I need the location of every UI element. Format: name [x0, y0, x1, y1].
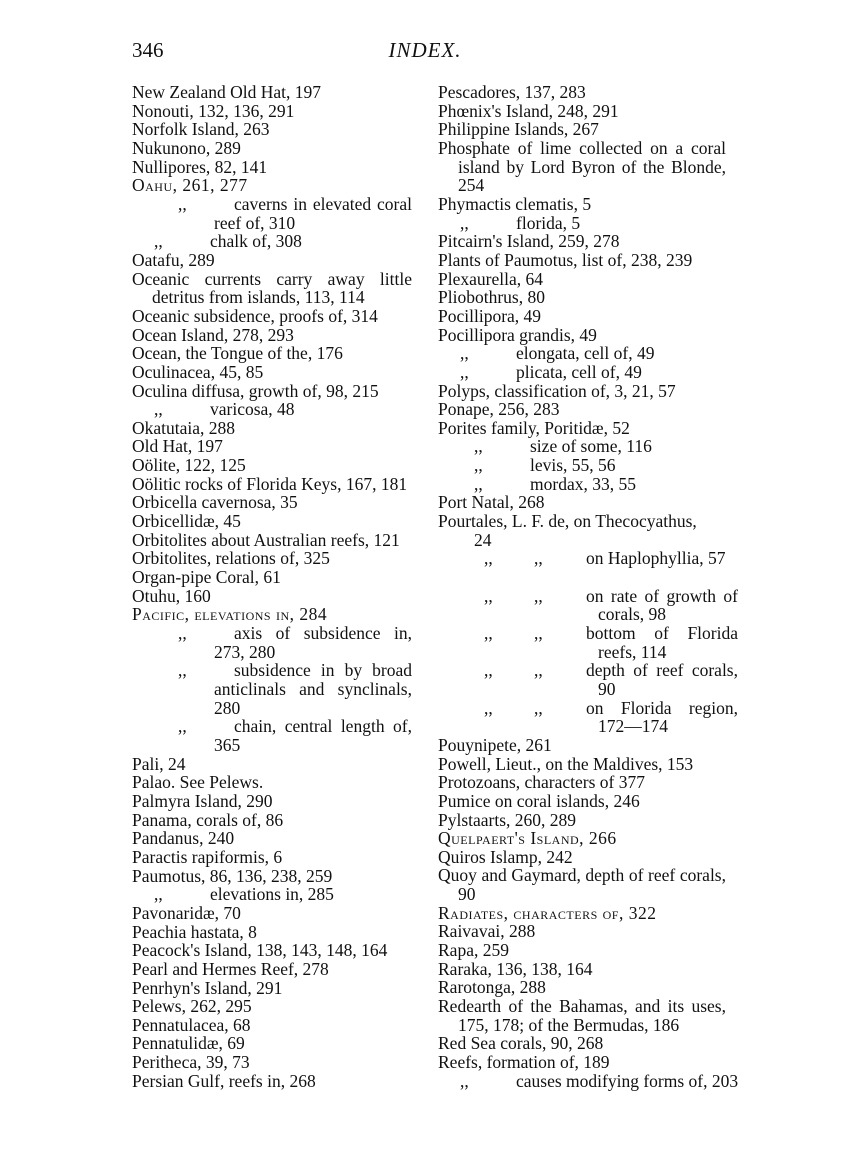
entry-text: Pourtales, L. F. de, on Thecocyathus,: [438, 511, 697, 532]
entry-text: Pelews, 262, 295: [132, 996, 252, 1017]
entry-text: chalk of, 308: [210, 231, 302, 252]
entry-text: Oölite, 122, 125: [132, 455, 246, 476]
ditto-mark: ,,: [534, 660, 543, 681]
entry-text: on rate of growth of corals, 98: [586, 585, 738, 625]
index-entry: [132, 811, 412, 830]
index-entry: [132, 885, 412, 904]
index-entry: [438, 400, 726, 419]
index-entry: [132, 102, 412, 121]
index-entry: [132, 437, 412, 456]
entry-text: Pavonaridæ, 70: [132, 902, 241, 923]
entry-text: Peritheca, 39, 73: [132, 1052, 250, 1073]
index-entry: [438, 232, 726, 251]
index-entry: [438, 1034, 726, 1053]
entry-text: Penrhyn's Island, 291: [132, 977, 283, 998]
entry-text: Orbicellidæ, 45: [132, 511, 241, 532]
entry-text: Peacock's Island, 138, 143, 148, 164: [132, 940, 388, 961]
entry-text: Orbitolites about Australian reefs, 121: [132, 529, 400, 550]
entry-text: Otuhu, 160: [132, 585, 211, 606]
index-entry: [132, 139, 412, 158]
entry-text: Pandanus, 240: [132, 828, 235, 849]
index-entry: [132, 773, 412, 792]
entry-text: Orbicella cavernosa, 35: [132, 492, 298, 513]
entry-text: Oculina diffusa, growth of, 98, 215: [132, 380, 379, 401]
entry-text: Panama, corals of, 86: [132, 809, 284, 830]
index-entry: [438, 904, 726, 923]
pourtales-subentry: [438, 585, 738, 625]
index-entry: [132, 400, 412, 419]
entry-text: Palmyra Island, 290: [132, 790, 273, 811]
index-entry: [132, 531, 412, 550]
entry-text: Oceanic subsidence, proofs of, 314: [132, 305, 378, 326]
entry-text: on Florida region, 172—174: [586, 697, 738, 737]
entry-text: varicosa, 48: [210, 399, 295, 420]
index-entry: [438, 382, 726, 401]
index-entry: [132, 661, 412, 717]
entry-text: Ocean, the Tongue of the, 176: [132, 343, 343, 364]
index-entry: [132, 1034, 412, 1053]
page-number: 346: [132, 38, 164, 62]
index-entry: [132, 419, 412, 438]
index-entry: [132, 456, 412, 475]
entry-text: subsidence in by broad anticlinals and synclinals, 280: [214, 660, 412, 718]
entry-text: axis of subsidence in, 273, 280: [214, 623, 412, 662]
index-entry: [132, 904, 412, 923]
entry-text: Paumotus, 86, 136, 238, 259: [132, 865, 333, 886]
entry-text: Pali, 24: [132, 753, 186, 774]
index-entry: [438, 1053, 726, 1072]
entry-text: Okatutaia, 288: [132, 417, 236, 438]
index-entry: [438, 288, 726, 307]
index-entry: [438, 978, 726, 997]
pourtales-subentry: [438, 549, 726, 586]
index-entry: [438, 437, 726, 456]
entry-text: New Zealand Old Hat, 197: [132, 82, 322, 102]
index-entry: [132, 326, 412, 345]
index-entry: [132, 1016, 412, 1035]
index-entry: [132, 979, 412, 998]
entry-text: mordax, 33, 55: [530, 473, 636, 494]
ditto-mark: ,,: [460, 1070, 469, 1091]
ditto-mark: ,,: [484, 548, 493, 569]
entry-text: Persian Gulf, reefs in, 268: [132, 1070, 316, 1091]
ditto-mark: ,,: [534, 548, 543, 569]
index-entry: [132, 997, 412, 1016]
entry-text: Quiros Islamp, 242: [438, 846, 573, 867]
entry-text: bottom of Florida reefs, 114: [586, 623, 738, 662]
index-entry: [438, 456, 726, 475]
entry-text: Pacific, elevations in, 284: [132, 604, 328, 625]
ditto-mark: ,,: [178, 660, 187, 681]
index-entry: [132, 158, 412, 177]
entry-text: Pliobothrus, 80: [438, 287, 545, 308]
entry-text: elongata, cell of, 49: [516, 343, 655, 364]
index-entry: [132, 717, 412, 754]
entry-text: Nonouti, 132, 136, 291: [132, 100, 295, 121]
pourtales-subentry: [438, 697, 738, 737]
index-column-right-top: [438, 83, 726, 549]
index-entry: [132, 829, 412, 848]
index-column-left: [132, 83, 412, 1090]
entry-text: Phœnix's Island, 248, 291: [438, 100, 619, 121]
entry-text: Oculinacea, 45, 85: [132, 361, 264, 382]
ditto-mark: ,,: [154, 399, 163, 420]
index-column-right-bottom: [438, 734, 739, 1091]
index-entry: [132, 363, 412, 382]
index-entry: [438, 83, 726, 102]
entry-text: Rarotonga, 288: [438, 977, 546, 998]
index-entry: [132, 549, 412, 568]
entry-text: Organ-pipe Coral, 61: [132, 567, 281, 588]
entry-text: Redearth of the Bahamas, and its uses, 175, 178; of the Bermudas, 186: [438, 996, 726, 1035]
entry-text: Plants of Paumotus, list of, 238, 239: [438, 249, 693, 270]
entry-text: Ocean Island, 278, 293: [132, 324, 294, 345]
ditto-mark: ,,: [484, 585, 493, 606]
ditto-mark: ,,: [484, 660, 493, 681]
ditto-mark: ,,: [474, 473, 483, 494]
entry-text: Pocillipora, 49: [438, 305, 542, 326]
index-entry: [438, 531, 726, 550]
entry-text: Pennatulidæ, 69: [132, 1033, 245, 1054]
index-entry: [438, 922, 726, 941]
ditto-mark: ,,: [484, 697, 493, 718]
ditto-mark: ,,: [460, 343, 469, 364]
index-entry: [438, 102, 726, 121]
index-entry: [438, 326, 726, 345]
index-entry: [132, 624, 412, 661]
entry-text: levis, 55, 56: [530, 455, 616, 476]
entry-text: 24: [474, 529, 492, 550]
ditto-mark: ,,: [178, 193, 187, 214]
entry-text: on Haplophyllia, 57: [586, 548, 726, 569]
entry-text: Polyps, classification of, 3, 21, 57: [438, 380, 676, 401]
index-entry: [438, 139, 726, 195]
index-entry: [132, 960, 412, 979]
index-entry: [438, 997, 726, 1034]
index-entry: [132, 605, 412, 624]
index-entry: [132, 251, 412, 270]
index-entry: [132, 941, 412, 960]
index-entry: [438, 120, 726, 139]
index-entry: [438, 960, 726, 979]
entry-text: Phosphate of lime collected on a coral island by Lord Byron of the Blonde, 254: [438, 137, 726, 196]
entry-text: Pouynipete, 261: [438, 734, 552, 755]
index-entry: [438, 866, 726, 903]
entry-text: Plexaurella, 64: [438, 268, 543, 289]
entry-text: Pennatulacea, 68: [132, 1014, 251, 1035]
index-entry: [438, 736, 726, 755]
index-entry: [132, 307, 412, 326]
entry-text: Oceanic currents carry away little detritus from islands, 113, 114: [132, 268, 412, 308]
index-entry: [438, 307, 726, 326]
entry-text: size of some, 116: [530, 436, 652, 457]
ditto-mark: ,,: [474, 455, 483, 476]
entry-text: Nukunono, 289: [132, 137, 241, 158]
ditto-mark: ,,: [178, 623, 187, 644]
index-entry: [438, 512, 726, 531]
index-entry: [132, 1072, 412, 1091]
entry-text: causes modifying forms of, 203: [516, 1070, 739, 1091]
index-entry: [438, 475, 726, 494]
entry-text: Norfolk Island, 263: [132, 119, 270, 140]
entry-text: Phymactis clematis, 5: [438, 193, 592, 214]
entry-text: Philippine Islands, 267: [438, 119, 599, 140]
entry-text: Palao. See Pelews.: [132, 772, 264, 793]
index-entry: [438, 1070, 739, 1091]
ditto-mark: ,,: [534, 697, 543, 718]
index-entry: [132, 1053, 412, 1072]
index-entry: [132, 176, 412, 195]
entry-text: Quelpaert's Island, 266: [438, 828, 617, 849]
index-entry: [132, 344, 412, 363]
index-entry: [438, 792, 726, 811]
index-entry: [438, 493, 726, 512]
ditto-mark: ,,: [534, 623, 543, 643]
entry-text: Nullipores, 82, 141: [132, 156, 268, 177]
index-column-right: [438, 82, 739, 1091]
index-entry: [132, 270, 412, 307]
index-entry: [132, 755, 412, 774]
index-entry: [438, 848, 726, 867]
index-entry: [132, 120, 412, 139]
pourtales-subentries: [438, 548, 738, 737]
pourtales-subentry: [438, 660, 738, 699]
entry-text: florida, 5: [516, 212, 581, 233]
entry-text: depth of reef corals, 90: [586, 660, 738, 699]
entry-text: Pylstaarts, 260, 289: [438, 809, 577, 830]
entry-text: chain, central length of, 365: [214, 716, 412, 755]
index-entry: [438, 755, 726, 774]
index-entry: [438, 811, 726, 830]
page-header: [0, 38, 850, 68]
ditto-mark: ,,: [460, 361, 469, 382]
index-entry: [132, 512, 412, 531]
entry-text: Powell, Lieut., on the Maldives, 153: [438, 753, 694, 774]
index-entry: [438, 773, 726, 792]
entry-text: elevations in, 285: [210, 884, 334, 905]
index-entry: [132, 587, 412, 606]
index-entry: [132, 232, 412, 251]
ditto-mark: ,,: [178, 716, 187, 737]
index-entry: [438, 941, 726, 960]
entry-text: caverns in elevated coral reef of, 310: [214, 193, 412, 233]
index-entry: [132, 923, 412, 942]
entry-text: Pescadores, 137, 283: [438, 82, 586, 102]
entry-text: Oatafu, 289: [132, 249, 215, 270]
index-entry: [438, 419, 726, 438]
entry-text: Orbitolites, relations of, 325: [132, 548, 330, 569]
entry-text: Pearl and Hermes Reef, 278: [132, 958, 329, 979]
entry-text: Radiates, characters of, 322: [438, 902, 657, 923]
entry-text: Ponape, 256, 283: [438, 399, 560, 420]
entry-text: Port Natal, 268: [438, 492, 545, 513]
index-entry: [438, 829, 726, 848]
index-entry: [132, 382, 412, 401]
index-entry: [438, 344, 726, 363]
index-entry: [438, 251, 726, 270]
index-entry: [438, 270, 726, 289]
entry-text: Peachia hastata, 8: [132, 921, 257, 942]
index-entry: [132, 867, 412, 886]
entry-text: Paractis rapiformis, 6: [132, 846, 283, 867]
index-entry: [438, 195, 726, 214]
index-entry: [132, 792, 412, 811]
entry-text: Pumice on coral islands, 246: [438, 790, 640, 811]
ditto-mark: ,,: [154, 231, 163, 252]
index-entry: [438, 363, 726, 382]
ditto-mark: ,,: [460, 212, 469, 233]
entry-text: Pocillipora grandis, 49: [438, 324, 597, 345]
entry-text: plicata, cell of, 49: [516, 361, 642, 382]
entry-text: Reefs, formation of, 189: [438, 1052, 610, 1073]
entry-text: Protozoans, characters of 377: [438, 772, 646, 793]
entry-text: Oölitic rocks of Florida Keys, 167, 181: [132, 473, 408, 494]
entry-text: Raivavai, 288: [438, 921, 536, 942]
index-entry: [132, 568, 412, 587]
index-entry: [132, 848, 412, 867]
entry-text: Old Hat, 197: [132, 436, 223, 457]
entry-text: Oahu, 261, 277: [132, 175, 248, 196]
ditto-mark: ,,: [474, 436, 483, 457]
ditto-mark: ,,: [154, 884, 163, 905]
entry-text: Raraka, 136, 138, 164: [438, 958, 593, 979]
pourtales-subentry: [438, 623, 738, 662]
index-entry: [132, 493, 412, 512]
ditto-mark: ,,: [534, 585, 543, 606]
entry-text: Quoy and Gaymard, depth of reef corals, 90: [438, 865, 726, 905]
entry-text: Rapa, 259: [438, 940, 509, 961]
index-entry: [438, 214, 726, 233]
ditto-mark: ,,: [484, 623, 493, 643]
page-title: INDEX.: [388, 38, 462, 62]
index-entry: [132, 475, 412, 494]
entry-text: Porites family, Poritidæ, 52: [438, 417, 630, 438]
entry-text: Red Sea corals, 90, 268: [438, 1033, 604, 1054]
index-entry: [132, 195, 412, 232]
entry-text: Pitcairn's Island, 259, 278: [438, 231, 620, 252]
index-entry: [132, 83, 412, 102]
